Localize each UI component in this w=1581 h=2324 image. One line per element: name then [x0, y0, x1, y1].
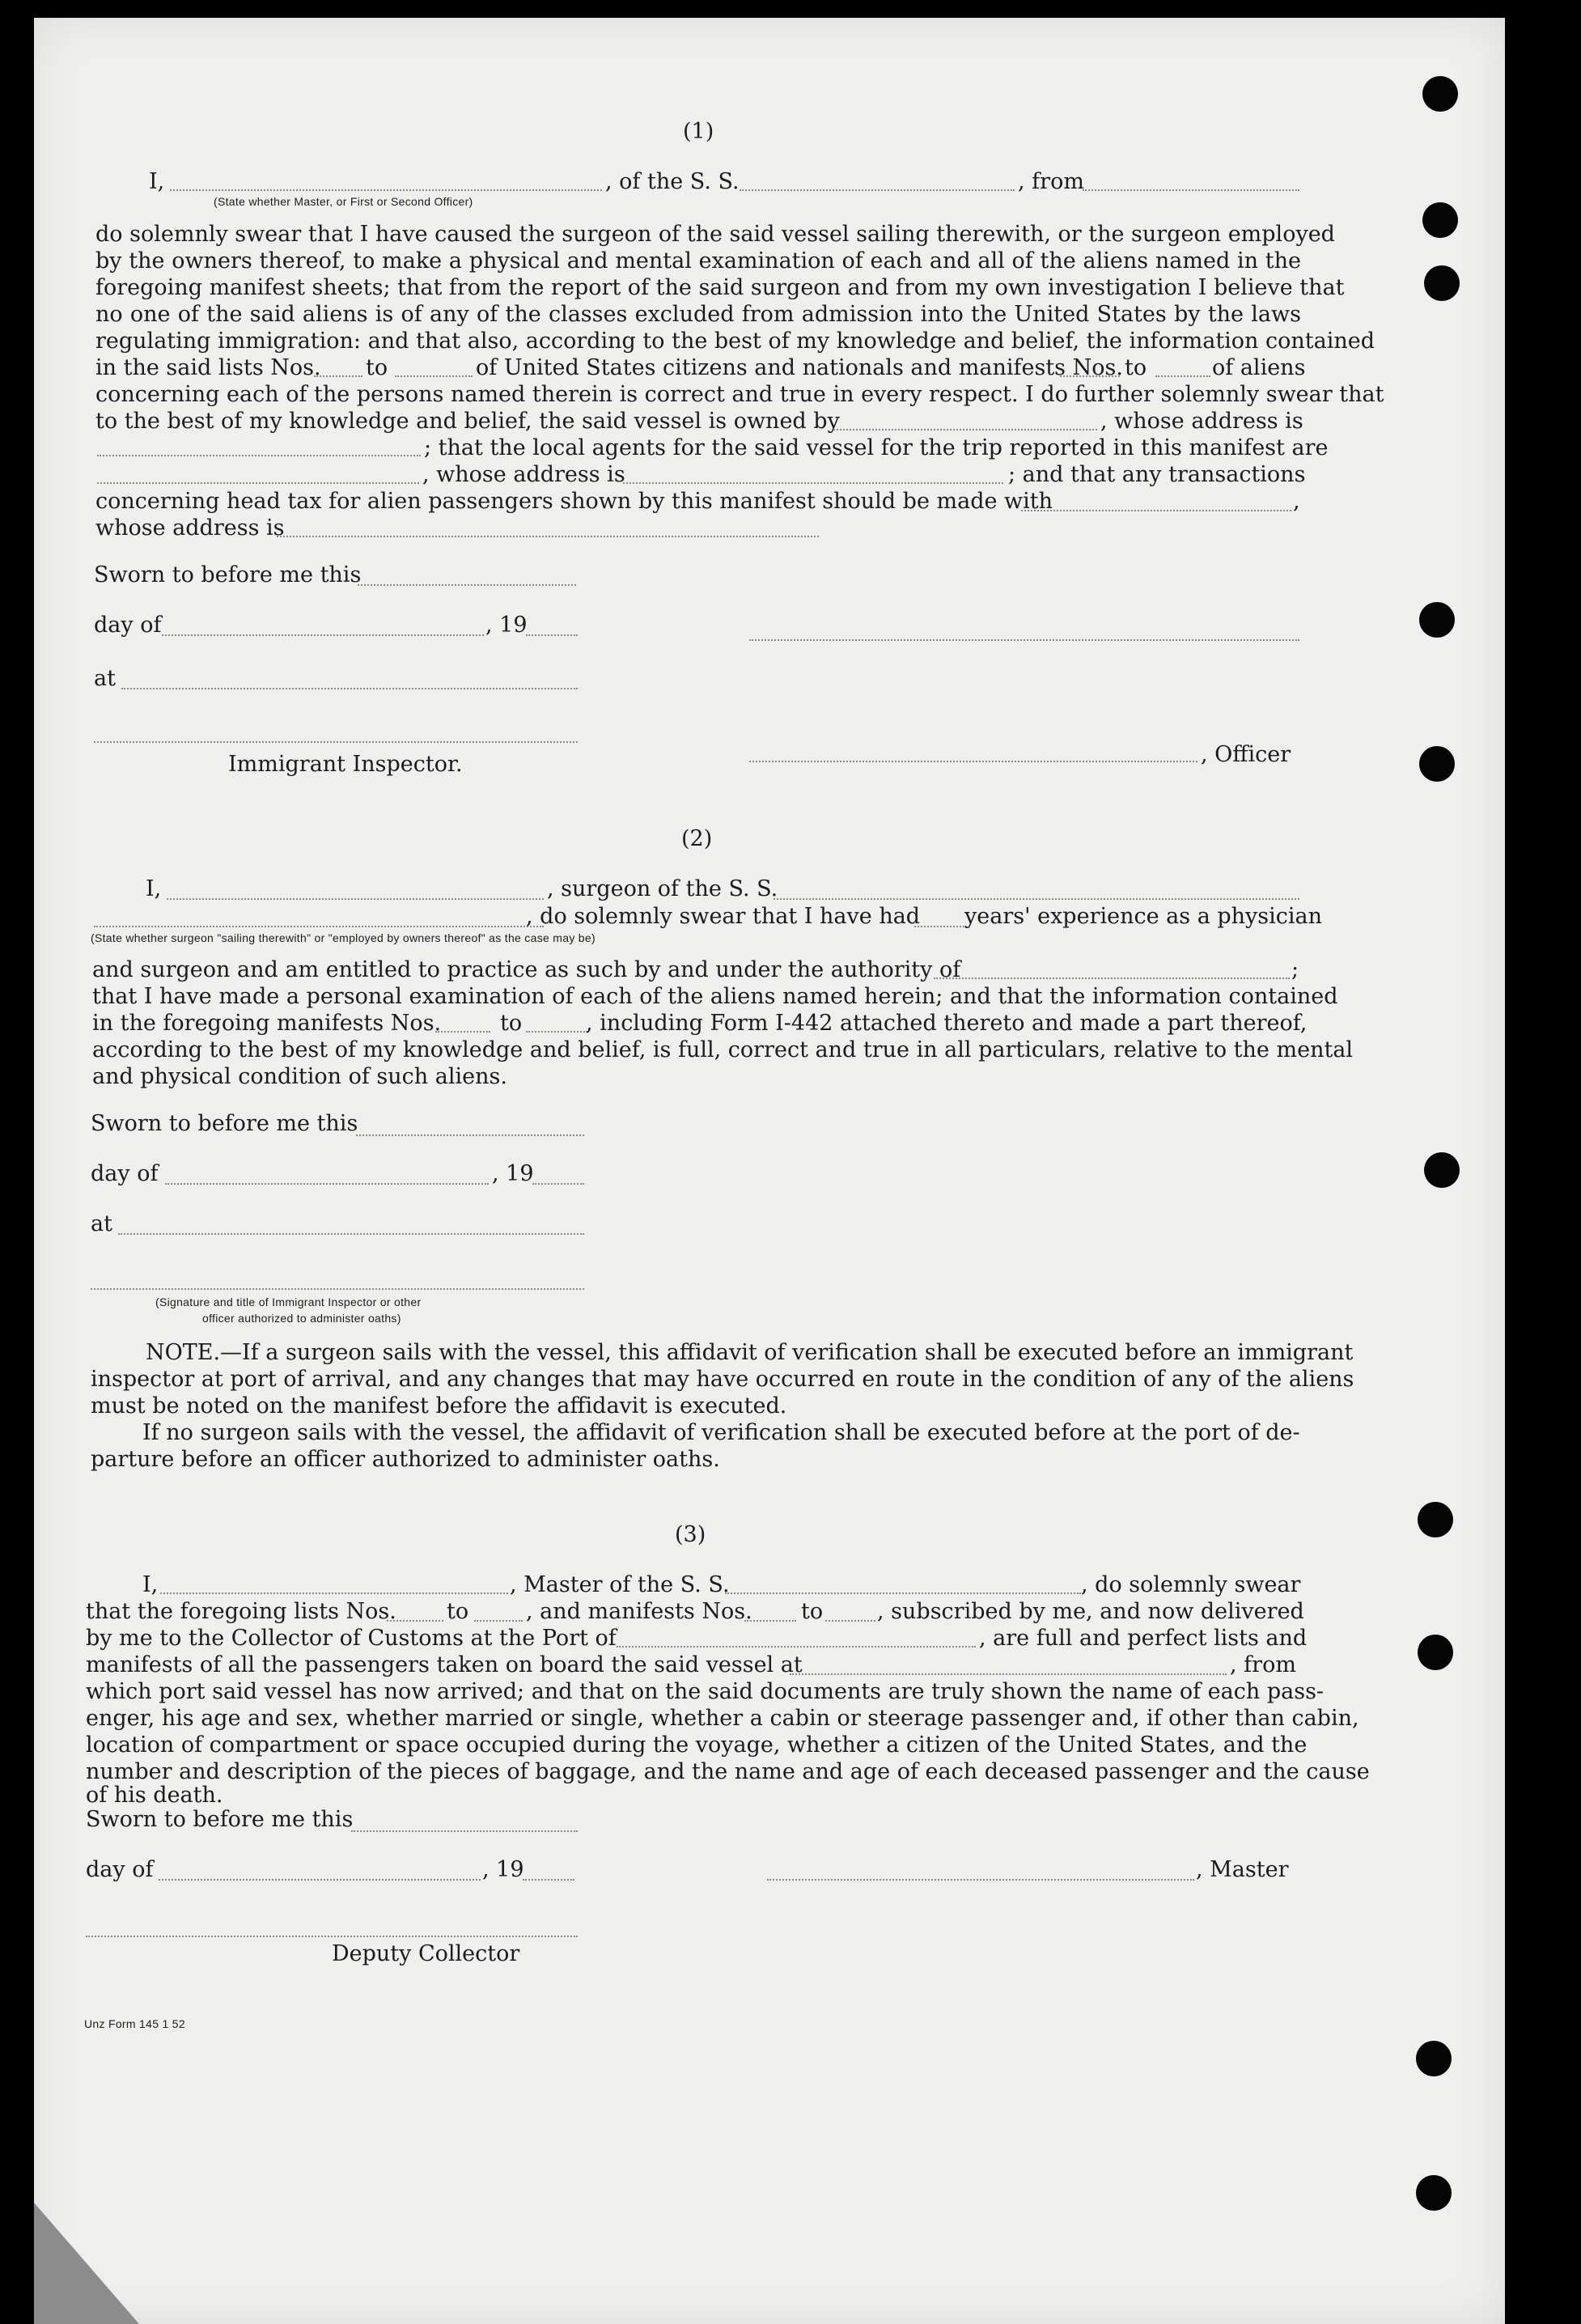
s3-passengers-label: manifests of all the passengers taken on board the said vessel at [86, 1652, 803, 1677]
s1-place-field[interactable] [121, 688, 578, 689]
s1-officer-label: , Officer [1201, 742, 1291, 767]
s2-at-label: at [91, 1211, 112, 1236]
s1-officer-signature-field[interactable] [749, 639, 1299, 641]
s2-note-paragraph-2 [91, 1419, 1298, 1473]
s1-owned-label: to the best of my knowledge and belief, the said vessel is owned by [95, 409, 840, 434]
s3-master-signature-field[interactable] [767, 1879, 1194, 1881]
note-line: NOTE.—If a surgeon sails with the vessel, this affidavit of verification shall be executed before an immigrant [146, 1340, 1354, 1365]
s2-including-label: , including Form I-442 attached thereto and made a part thereof, [586, 1011, 1308, 1036]
s1-of-ss-label: , of the S. S. [605, 169, 740, 194]
body-line: no one of the said aliens is of any of the classes excluded from admission into the United States by the laws [95, 302, 1301, 327]
punch-hole [1422, 76, 1458, 112]
s2-day-of-label: day of [91, 1161, 159, 1186]
body-line: concerning each of the persons named therein is correct and true in every respect. I do further solemnly swear that [95, 382, 1384, 407]
s3-lists-from-field[interactable] [387, 1620, 443, 1622]
s1-sworn-label: Sworn to before me this [94, 562, 362, 587]
s1-sworn-day-field[interactable] [358, 584, 576, 586]
s1-headtax-address-field[interactable] [277, 536, 819, 537]
s3-full-lists-label: , are full and perfect lists and [979, 1626, 1308, 1651]
s3-lists-nos-label: that the foregoing lists Nos. [86, 1599, 396, 1624]
s2-body-paragraph [92, 983, 1338, 1010]
s1-body-paragraph-2 [95, 381, 1384, 408]
s2-year-field[interactable] [532, 1183, 584, 1185]
s2-note-paragraph [91, 1339, 1354, 1419]
body-line: and physical condition of such aliens. [92, 1064, 507, 1089]
body-line: which port said vessel has now arrived; and that on the said documents are truly shown the name of each pass- [86, 1679, 1325, 1704]
s2-authority-semicolon: ; [1291, 957, 1299, 982]
s1-officer-title-field[interactable] [749, 761, 1197, 762]
s1-headtax-label: concerning head tax for alien passengers shown by this manifest should be made with [95, 489, 1053, 514]
s1-officer-name-field[interactable] [170, 189, 602, 191]
s3-year-field[interactable] [523, 1879, 574, 1881]
s1-inspector-signature-field[interactable] [94, 741, 578, 743]
s2-surgeon-type-field[interactable] [94, 926, 544, 927]
s1-day-of-label: day of [94, 613, 162, 638]
s1-month-field[interactable] [162, 634, 484, 636]
s1-aliens-label: of aliens [1212, 355, 1306, 380]
s1-year-field[interactable] [526, 634, 578, 636]
s2-surgeon-note: (State whether surgeon "sailing therewith" or "employed by owners thereof" as the case may be) [91, 931, 596, 944]
s1-from-label: , from [1018, 169, 1084, 194]
s2-authority-field[interactable] [934, 978, 1290, 979]
s2-years-field[interactable] [914, 926, 964, 927]
section-2-number: (2) [681, 826, 713, 851]
note-line: parture before an officer authorized to administer oaths. [91, 1447, 720, 1472]
form-identifier: Unz Form 145 1 52 [84, 2017, 185, 2030]
s3-swear-label: , do solemnly swear [1081, 1572, 1301, 1597]
s3-lists-to-field[interactable] [474, 1620, 523, 1622]
body-line: by the owners thereof, to make a physical and mental examination of each and all of the aliens named in the [95, 248, 1301, 274]
s1-owner-address-label: , whose address is [1100, 409, 1303, 434]
s3-manifests-from-field[interactable] [744, 1620, 796, 1622]
s1-manifests-to-field[interactable] [1155, 375, 1210, 377]
body-line: regulating immigration: and that also, according to the best of my knowledge and belief, the information contained [95, 329, 1375, 354]
s1-from-port-field[interactable] [1083, 189, 1299, 191]
s3-embark-port-field[interactable] [790, 1673, 1227, 1675]
s3-master-name-field[interactable] [160, 1592, 508, 1594]
punch-hole [1422, 202, 1458, 238]
body-line: that I have made a personal examination of each of the aliens named herein; and that the information contained [92, 984, 1338, 1009]
s3-manifests-to-field[interactable] [825, 1620, 875, 1622]
s1-lists-to-field[interactable] [395, 375, 473, 377]
s2-year-label: , 19 [492, 1161, 534, 1186]
s3-master-of-ss-label: , Master of the S. S. [510, 1572, 730, 1597]
s1-body-paragraph [95, 221, 1375, 354]
s2-manifests-to-label: to [500, 1011, 523, 1036]
s1-manifests-to-label: to [1125, 355, 1147, 380]
s1-vessel-name-field[interactable] [740, 189, 1015, 191]
s3-deputy-label: Deputy Collector [332, 1941, 520, 1966]
s1-agents-field[interactable] [97, 482, 419, 484]
s1-owner-field[interactable] [833, 429, 1097, 430]
s2-signature-field[interactable] [91, 1288, 584, 1290]
punch-hole [1424, 265, 1460, 301]
s1-lists-nos-label: in the said lists Nos. [95, 355, 321, 380]
s2-signature-note-2: officer authorized to administer oaths) [202, 1312, 401, 1325]
note-line: If no surgeon sails with the vessel, the affidavit of verification shall be executed before at the port of de- [142, 1420, 1300, 1445]
s1-transactions-label: ; and that any transactions [1008, 462, 1306, 487]
s2-surgeon-of-ss-label: , surgeon of the S. S. [547, 876, 778, 901]
s3-year-label: , 19 [482, 1857, 524, 1882]
s1-officer-note: (State whether Master, or First or Second Officer) [214, 195, 473, 208]
s2-month-field[interactable] [165, 1183, 489, 1185]
punch-hole [1419, 602, 1455, 638]
s2-swear-label: , do solemnly swear that I have had [526, 904, 921, 929]
s1-headtax-comma: , [1293, 489, 1300, 514]
s3-manifests-nos-label: , and manifests Nos. [526, 1599, 752, 1624]
s3-i-label: I, [142, 1572, 159, 1597]
s3-sworn-day-field[interactable] [351, 1830, 578, 1832]
s1-lists-from-field[interactable] [314, 375, 362, 377]
s1-headtax-party-field[interactable] [1021, 510, 1291, 511]
s1-owner-address-field[interactable] [97, 455, 421, 456]
section-3-number: (3) [675, 1522, 706, 1547]
s3-lists-to-label: to [447, 1599, 469, 1624]
s3-subscribed-label: , subscribed by me, and now delivered [877, 1599, 1304, 1624]
s2-authority-label: and surgeon and am entitled to practice as such by and under the authority of [92, 957, 961, 982]
s1-lists-to-label: to [366, 355, 388, 380]
s1-agents-label: ; that the local agents for the said vessel for the trip reported in this manifest are [424, 435, 1329, 460]
body-line: number and description of the pieces of baggage, and the name and age of each deceased passenger and the cause [86, 1759, 1370, 1784]
s2-surgeon-name-field[interactable] [167, 898, 544, 900]
s2-signature-note-1: (Signature and title of Immigrant Inspector or other [155, 1296, 422, 1308]
punch-hole [1416, 2041, 1452, 2076]
s2-manifests-nos-label: in the foregoing manifests Nos. [92, 1011, 442, 1036]
s3-body-paragraph [86, 1678, 1370, 1808]
s1-at-label: at [94, 666, 116, 691]
s3-master-label: , Master [1196, 1857, 1289, 1882]
body-line: do solemnly swear that I have caused the surgeon of the said vessel sailing therewith, or the surgeon employed [95, 222, 1335, 247]
punch-hole [1424, 1152, 1460, 1188]
s1-manifests-from-field[interactable] [1060, 375, 1120, 377]
s3-port-field[interactable] [617, 1646, 976, 1648]
s1-inspector-label: Immigrant Inspector. [228, 752, 463, 777]
body-line: enger, his age and sex, whether married or single, whether a cabin or steerage passenger and, if other than cabin, [86, 1706, 1359, 1731]
s2-place-field[interactable] [118, 1233, 584, 1235]
body-line: according to the best of my knowledge and belief, is full, correct and true in all particulars, relative to the mental [92, 1037, 1354, 1062]
s3-deputy-signature-field[interactable] [86, 1936, 578, 1937]
s2-experience-label: years' experience as a physician [964, 904, 1323, 929]
body-line: of his death. [86, 1783, 223, 1808]
s3-port-label: by me to the Collector of Customs at the Port of [86, 1626, 617, 1651]
s2-manifests-to-field[interactable] [526, 1031, 587, 1033]
s1-agents-address-label: , whose address is [422, 462, 625, 487]
s3-sworn-label: Sworn to before me this [86, 1807, 354, 1832]
s3-vessel-name-field[interactable] [725, 1592, 1081, 1594]
punch-hole [1418, 1502, 1453, 1537]
s3-month-field[interactable] [159, 1879, 481, 1881]
s1-whose-address-label: whose address is [95, 515, 285, 541]
punch-hole [1416, 2175, 1452, 2211]
note-line: must be noted on the manifest before the affidavit is executed. [91, 1393, 787, 1419]
note-line: inspector at port of arrival, and any changes that may have occurred en route in the condition of any of the aliens [91, 1367, 1354, 1392]
s2-sworn-label: Sworn to before me this [91, 1111, 358, 1136]
body-line: foregoing manifest sheets; that from the report of the said surgeon and from my own investigation I believe that [95, 275, 1345, 300]
s1-year-label: , 19 [485, 613, 528, 638]
folded-corner [34, 2203, 139, 2324]
s1-i-label: I, [149, 169, 165, 194]
s2-sworn-day-field[interactable] [356, 1134, 584, 1136]
s3-day-of-label: day of [86, 1857, 154, 1882]
s2-manifests-from-field[interactable] [435, 1031, 490, 1033]
s1-manifests-nos-label: of United States citizens and nationals and manifests Nos. [476, 355, 1123, 380]
s2-body-paragraph-2 [92, 1037, 1354, 1090]
punch-hole [1418, 1635, 1453, 1670]
s2-vessel-name-field[interactable] [774, 898, 1299, 900]
punch-hole [1419, 746, 1455, 782]
section-1-number: (1) [683, 119, 714, 144]
s1-agents-address-field[interactable] [623, 482, 1003, 484]
s2-i-label: I, [146, 876, 162, 901]
s3-from-label: , from [1230, 1652, 1296, 1677]
s3-manifests-to-label: to [801, 1599, 824, 1624]
body-line: location of compartment or space occupied during the voyage, whether a citizen of the United States, and the [86, 1732, 1308, 1758]
